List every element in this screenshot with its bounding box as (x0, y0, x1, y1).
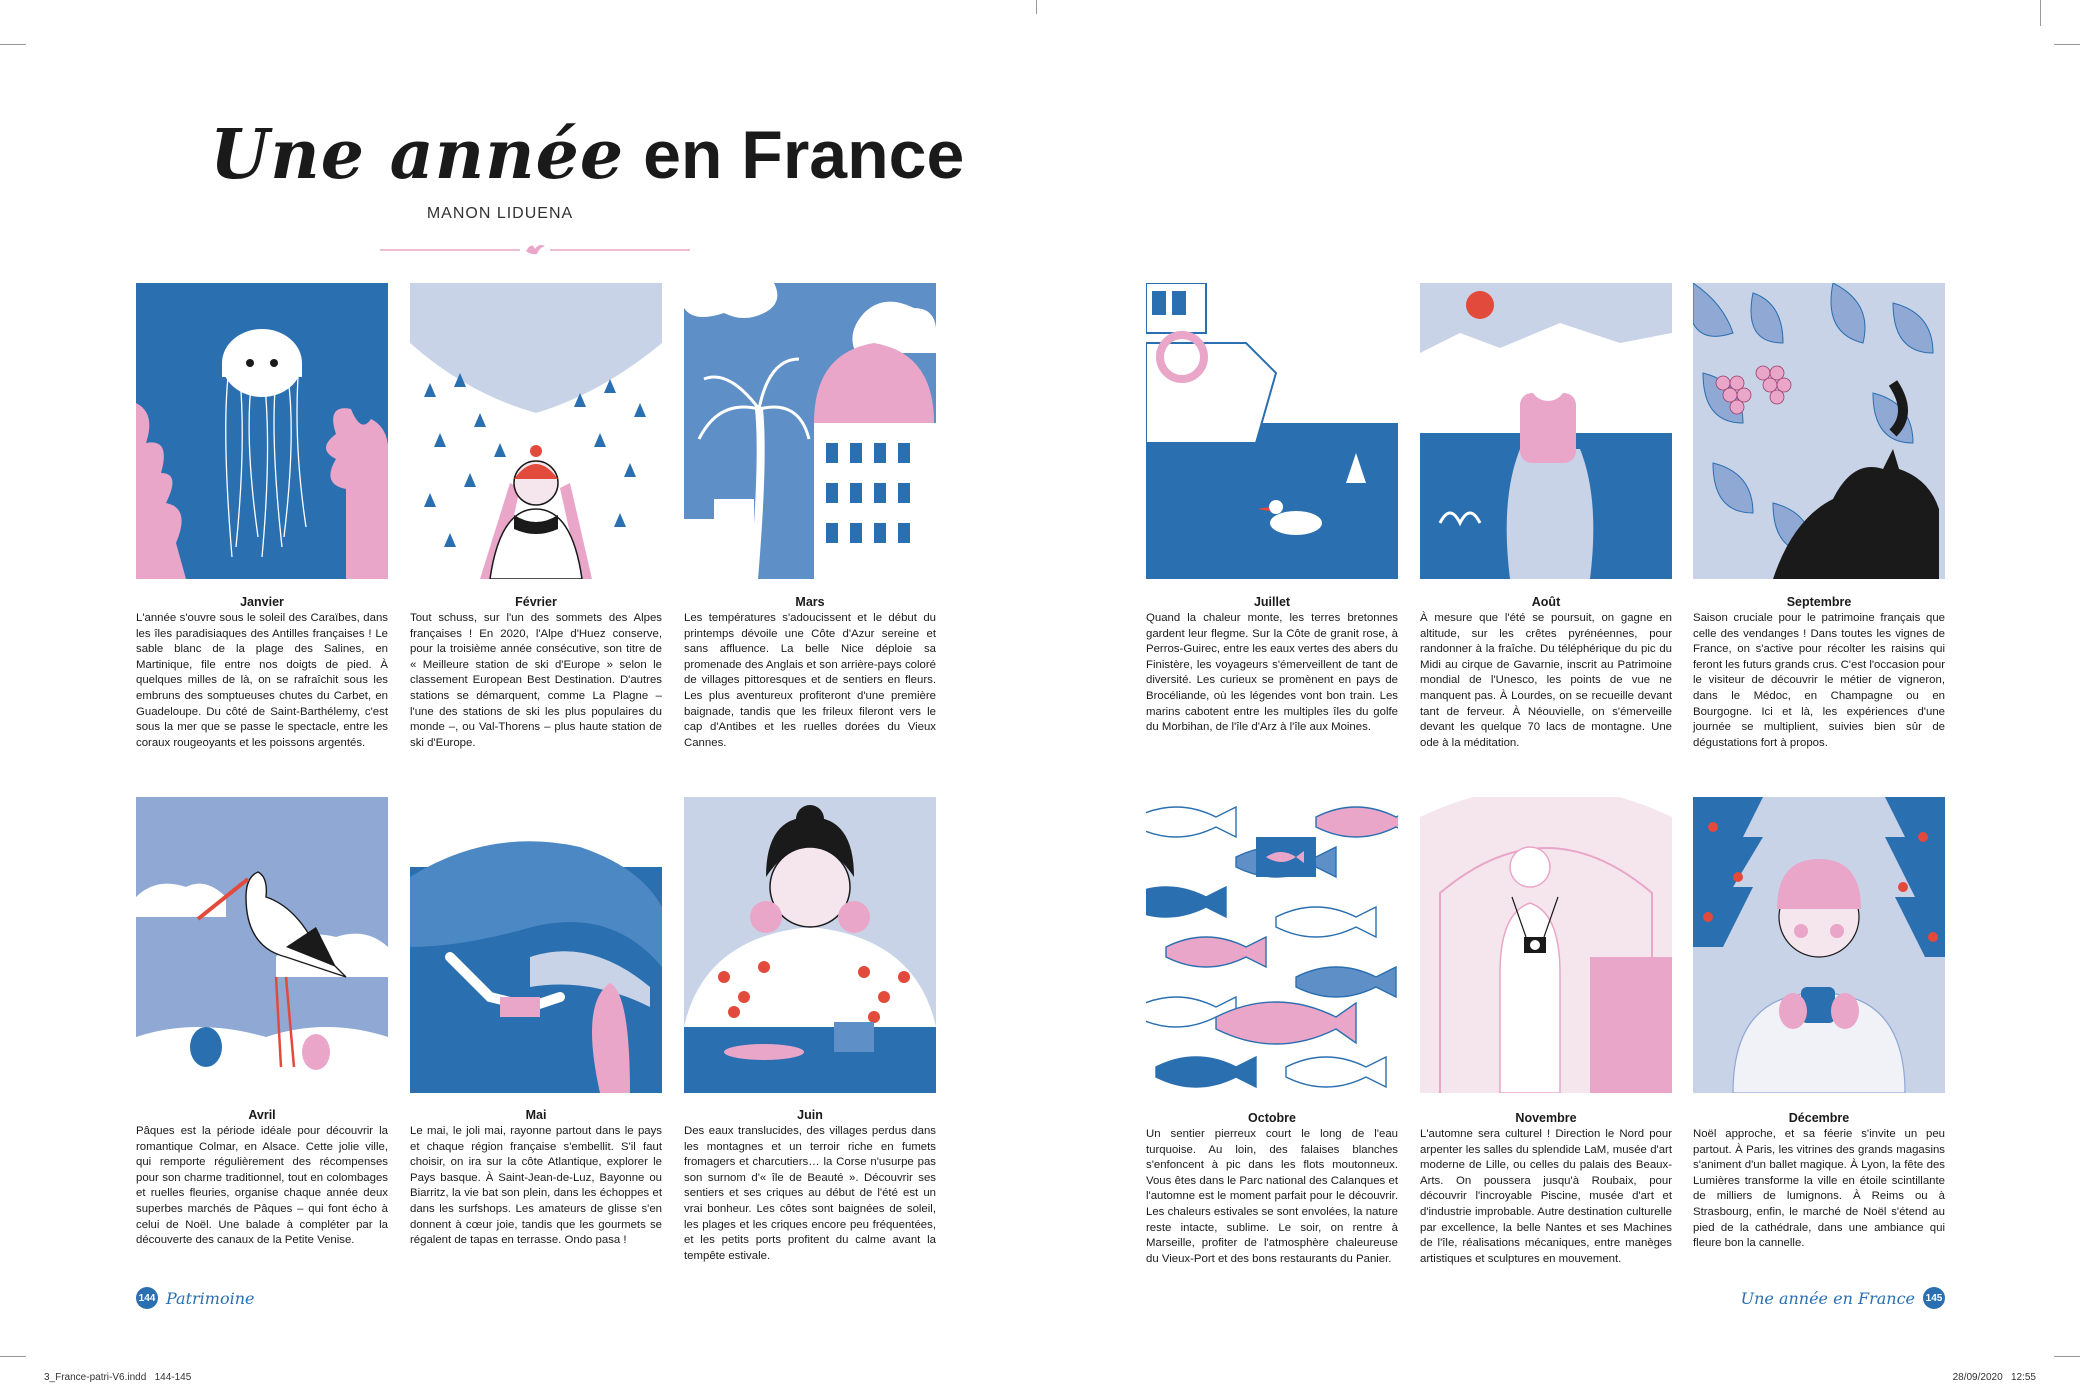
section-label-right: Une année en France (1740, 1288, 1915, 1308)
ornament-divider (380, 238, 690, 262)
section-label-left: Patrimoine (166, 1288, 255, 1308)
folio-right (1741, 1286, 1945, 1310)
month-heading: Mai (525, 1108, 547, 1122)
month-entry-avril (136, 1107, 388, 1249)
title-plain: en France (643, 117, 965, 193)
month-text: Les températures s'adoucissent et le début du printemps dévoile une Côte d'Azur sereine et sans affluence. La belle Nice déploie sa promenade des Anglais et son arrière-pays coloré de villages pittoresques et de sentiers en fleurs. Les plus aventureux profiteront d'une première baignade, tandis que les frileux fileront vers le cap d'Antibes et les ruelles dorées du Vieux Cannes. (684, 612, 936, 749)
print-slug-right: 28/09/2020 12:55 (1952, 1372, 2036, 1383)
illustration-septembre (1693, 283, 1945, 579)
month-text: L'automne sera culturel ! Direction le Nord pour arpenter les salles du splendide LaM, musée d'art moderne de Lille, ou celles du palais des Beaux-Arts. On poussera jusqu'à Roubaix, pour découvrir l'incroyable Piscine, musée d'art et d'industrie improbable. Autre destination culturelle par excellence, la belle Nantes et ses Machines de l'île, réalisations mécaniques, entre manèges artistiques et sculptures en mouvement. (1420, 1128, 1672, 1265)
folio-left (136, 1286, 254, 1310)
page-number-left: 144 (136, 1287, 158, 1309)
crop-mark (2040, 0, 2041, 26)
month-text: Des eaux translucides, des villages perdus dans les montagnes et un terroir riche en fumets fromagers et charcutiers… la Corse n'usurpe pas son surnom d'« île de Beauté ». Découvrir ses sentiers et ses criques au début de l'été est un vrai bonheur. Les côtes sont baignées de soleil, les plages et les criques encore peu fréquentées, et les petits ports profitent du calme avant la tempête estivale. (684, 1125, 936, 1262)
illustration-juillet (1146, 283, 1398, 579)
author-byline: MANON LIDUENA (426, 205, 574, 222)
month-text: L'année s'ouvre sous le soleil des Caraïbes, dans les îles paradisiaques des Antilles françaises ! Le sable blanc de la plage des Salines, en Martinique, file entre nos doigts de pied. À quelques milles de là, on se rafraîchit sous les embruns des somptueuses chutes du Carbet, en Guadeloupe. Du côté de Saint-Barthélemy, c'est sous la mer que se passe le spectacle, entre les coraux rougeoyants et les poissons argentés. (136, 612, 388, 749)
month-entry-mars (684, 594, 936, 751)
illustration-mai (410, 797, 662, 1093)
month-entry-aout (1420, 594, 1672, 751)
month-text: Un sentier pierreux court le long de l'eau turquoise. Au loin, des falaises blanches s'enfoncent à pic dans les flots moutonneux. Vous êtes dans le Parc national des Calanques et l'automne est le moment parfait pour le découvrir. Les chaleurs estivales se sont envolées, la nature reste intacte, sublime. Le soir, on rentre à Marseille, profiter de l'atmosphère chaleureuse du Vieux-Port et des bons restaurants du Panier. (1146, 1128, 1398, 1265)
crop-mark (2054, 1356, 2080, 1357)
month-entry-septembre (1693, 594, 1945, 751)
month-text: Noël approche, et sa féerie s'invite un peu partout. À Paris, les vitrines des grands magasins s'animent d'un ballet magique. À Lyon, la fête des Lumières transforme la ville en étoile scintillante de milliers de lumignons. À Reims ou à Strasbourg, enfin, le marché de Noël s'étend au pied de la cathédrale, dans une ambiance qui fleure bon la cannelle. (1693, 1128, 1945, 1250)
page-number-right: 145 (1923, 1287, 1945, 1309)
crop-mark (0, 1356, 26, 1357)
month-heading: Août (1531, 595, 1561, 609)
illustration-octobre (1146, 797, 1398, 1093)
month-entry-mai (410, 1107, 662, 1249)
month-entry-novembre (1420, 1110, 1672, 1267)
month-text: À mesure que l'été se poursuit, on gagne en altitude, sur les crêtes pyrénéennes, pour randonner à la fraîche. Du téléphérique du pic du Midi au cirque de Gavarnie, inscrit au Patrimoine mondial de l'Unesco, les points de vue ne manquent pas. À Lourdes, on se recueille devant tant de ferveur. À Néouvielle, on s'émerveille devant les quelque 70 lacs de montagne. Une ode à la méditation. (1420, 612, 1672, 749)
month-heading: Novembre (1515, 1111, 1577, 1125)
illustration-fevrier (410, 283, 662, 579)
illustration-janvier (136, 283, 388, 579)
month-entry-janvier (136, 594, 388, 751)
month-heading: Avril (248, 1108, 276, 1122)
month-entry-octobre (1146, 1110, 1398, 1267)
illustration-novembre (1420, 797, 1672, 1093)
month-heading: Septembre (1786, 595, 1852, 609)
page-title (210, 110, 965, 200)
illustration-decembre (1693, 797, 1945, 1093)
month-heading: Février (515, 595, 557, 609)
crop-mark (0, 44, 26, 45)
month-heading: Décembre (1788, 1111, 1850, 1125)
month-heading: Juin (797, 1108, 823, 1122)
month-text: Le mai, le joli mai, rayonne partout dans le pays et chaque région française s'embellit. S'il faut choisir, on ira sur la côte Atlantique, explorer le Pays basque. À Saint-Jean-de-Luz, Bayonne ou Biarritz, la vie bat son plein, dans les échoppes et dans les surfshops. Les amateurs de glisse s'en donnent à cœur joie, tandis que les gourmets se régalent de tapas en terrasse. Ondo pasa ! (410, 1125, 662, 1247)
crop-mark (1036, 0, 1037, 14)
illustration-juin (684, 797, 936, 1093)
month-text: Tout schuss, sur l'un des sommets des Alpes françaises ! En 2020, l'Alpe d'Huez conserve, pour la troisième année consécutive, son titre de « Meilleure station de ski d'Europe » selon le classement European Best Destination. D'autres stations se démarquent, comme La Plagne – l'une des stations de ski les plus populaires du monde –, ou Val-Thorens – plus haute station de ski d'Europe. (410, 612, 662, 749)
month-entry-juillet (1146, 594, 1398, 736)
illustration-mars (684, 283, 936, 579)
month-entry-juin (684, 1107, 936, 1264)
illustration-avril (136, 797, 388, 1093)
month-entry-fevrier (410, 594, 662, 751)
month-heading: Juillet (1253, 595, 1291, 609)
bird-icon (526, 245, 545, 254)
month-heading: Octobre (1248, 1111, 1296, 1125)
month-entry-decembre (1693, 1110, 1945, 1252)
illustration-aout (1420, 283, 1672, 579)
print-slug-left: 3_France-patri-V6.indd 144-145 (44, 1372, 192, 1383)
crop-mark (2054, 44, 2080, 45)
title-script: Une année (210, 115, 625, 195)
month-heading: Janvier (240, 595, 284, 609)
month-text: Pâques est la période idéale pour découvrir la romantique Colmar, en Alsace. Cette jolie ville, qui remporte régulièrement des récompenses pour son charme traditionnel, tout en colombages et ruelles fleuries, organise chaque année deux superbes marchés de Pâques – qui font écho à celui de Noël. Une balade à compléter par la découverte des canaux de la Petite Venise. (136, 1125, 388, 1247)
month-heading: Mars (795, 595, 825, 609)
month-text: Quand la chaleur monte, les terres bretonnes gardent leur flegme. Sur la Côte de granit rose, à Perros-Guirec, entre les eaux vertes des abers du Finistère, les voyageurs s'émerveillent de tant de diversité. Les curieux se promènent en pays de Brocéliande, où les légendes vont bon train. Les marins cabotent entre les multiples îles du golfe du Morbihan, de l'île d'Arz à l'île aux Moines. (1146, 612, 1398, 734)
month-text: Saison cruciale pour le patrimoine français que celle des vendanges ! Dans toutes les vignes de France, on s'active pour récolter les raisins qui feront les futurs grands crus. C'est l'occasion pour le visiteur de découvrir le métier de vigneron, dans le Médoc, en Champagne ou en Bourgogne. Ici et là, les expériences d'une journée se multiplient, suivies bien sûr de dégustations fort à propos. (1693, 612, 1945, 749)
